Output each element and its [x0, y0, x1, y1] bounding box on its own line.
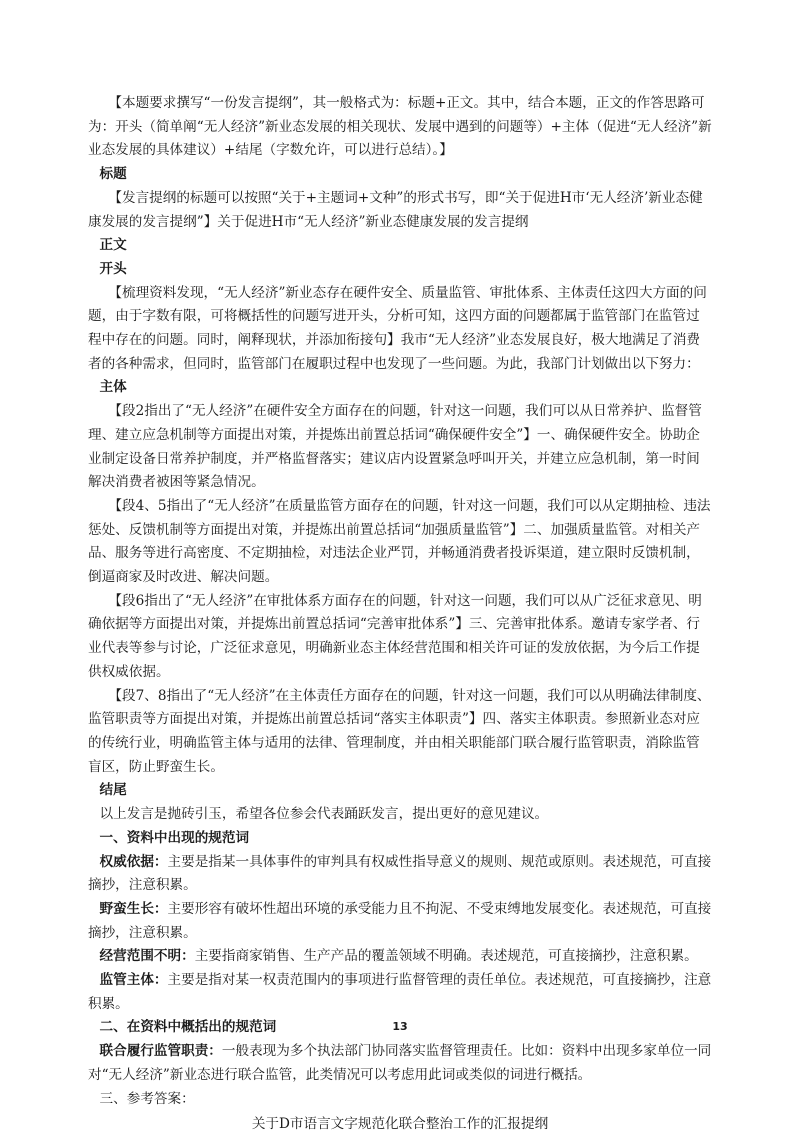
title-paragraph: 【发言提纲的标题可以按照“关于+主题词+文种”的形式书写，即“关于促进H市‘无人经济’新业态健康发展的发言提纲”】关于促进H市“无人经济”新业态健康发展的发言提纲 [88, 189, 703, 230]
term-label: 野蛮生长： [99, 900, 168, 917]
main-paragraph: 【段2指出了“无人经济”在硬件安全方面存在的问题，针对这一问题，我们可以从日常养护、监督管理、建立应急机制等方面提出对策，并提炼出前置总括词“确保硬件安全”】一、确保硬件安全。协助企业制定设备日常养护制度，并严格监督落实；建议店内设置紧急呼叫开关，并建立应急机制，第一时间解决消费者被困等紧急情况。 [88, 403, 702, 491]
closing-paragraph: 以上发言是抛砖引玉，希望各位参会代表踊跃发言，提出更好的意见建议。 [99, 806, 549, 823]
term-label: 权威依据： [99, 853, 168, 870]
term-label: 经营范围不明： [99, 948, 195, 965]
term-entry [88, 851, 712, 898]
term-entry [88, 969, 712, 1016]
section-two-heading: 二、在资料中概括出的规范词 [99, 1019, 277, 1036]
term-label: 监管主体： [99, 972, 168, 989]
main-paragraph: 【段4、5指出了“无人经济”在质量监管方面存在的问题，针对这一问题，我们可以从定期抽检、违法惩处、反馈机制等方面提出对策，并提炼出前置总括词“加强质量监管”】二、加强质量监管。对相关产品、服务等进行高密度、不定期抽检，对违法企业严罚，并畅通消费者投诉渠道，建立限时反馈机制，倒逼商家及时改进、解决问题。 [88, 497, 711, 586]
term-definition: 一般表现为多个执法部门协同落实监督管理责任。比如：资料中出现多家单位一同对“无人经济”新业态进行联合监管，此类情况可以考虑用此词或类似的词进行概括。 [88, 1043, 712, 1083]
document-page [88, 92, 712, 1137]
main-heading: 主体 [99, 379, 127, 396]
closing-heading: 结尾 [99, 782, 127, 799]
term-definition: 主要指商家销售、生产产品的覆盖领域不明确。表述规范，可直接摘抄，注意积累。 [194, 948, 698, 965]
main-paragraph: 【段6指出了“无人经济”在审批体系方面存在的问题，针对这一问题，我们可以从广泛征求意见、明确依据等方面提出对策，并提炼出前置总括词“完善审批体系”】三、完善审批体系。邀请专家学者、行业代表等参与讨论，广泛征求意见，明确新业态主体经营范围和相关许可证的发放依据，为今后工作提供权威依据。 [88, 592, 702, 680]
term-entry [88, 898, 712, 945]
section-three-heading: 三、参考答案： [99, 1090, 195, 1107]
term-definition: 主要形容有破坏性超出环境的承受能力且不拘泥、不受束缚地发展变化。表述规范，可直接摘抄，注意积累。 [88, 900, 712, 941]
reference-answer-title: 关于D市语言文字规范化联合整治工作的汇报提纲 [251, 1116, 549, 1133]
term-definition: 主要是指对某一权责范围内的事项进行监督管理的责任单位。表述规范，可直接摘抄，注意积累。 [88, 972, 712, 1012]
term-entry [88, 1040, 712, 1087]
title-heading: 标题 [99, 166, 127, 183]
main-paragraph: 【段7、8指出了“无人经济”在主体责任方面存在的问题，针对这一问题，我们可以从明确法律制度、监管职责等方面提出对策，并提炼出前置总括词“落实主体职责”】四、落实主体职责。参照新业态对应的传统行业，明确监管主体与适用的法律、管理制度，并由相关职能部门联合履行监管职责，消除监管盲区，防止野蛮生长。 [88, 687, 711, 775]
opening-heading: 开头 [99, 260, 127, 277]
section-one-heading: 一、资料中出现的规范词 [99, 829, 250, 846]
term-label: 联合履行监管职责： [99, 1043, 222, 1060]
term-entry [88, 945, 712, 969]
intro-paragraph: 【本题要求撰写“一份发言提纲”，其一般格式为：标题+正文。其中，结合本题，正文的作答思路可为：开头（简单阐“无人经济”新业态发展的相关现状、发展中遇到的问题等）+主体（促进“无人经济”新业态发展的具体建议）+结尾（字数允许，可以进行总结）。】 [88, 95, 712, 159]
body-heading: 正文 [99, 237, 127, 254]
term-definition: 主要是指某一具体事件的审判具有权威性指导意义的规则、规范或原则。表述规范，可直接摘抄，注意积累。 [88, 853, 712, 894]
opening-paragraph: 【梳理资料发现，“无人经济”新业态存在硬件安全、质量监管、审批体系、主体责任这四大方面的问题，由于字数有限，可将概括性的问题写进开头，分析可知，这四方面的问题都属于监管部门在监管过程中存在的问题。同时，阐释现状，并添加衔接句】我市“无人经济”业态发展良好，极大地满足了消费者的各种需求，但同时，监管部门在履职过程中也发现了一些问题。为此，我部门计划做出以下努力： [88, 284, 707, 372]
page-number: 13 [392, 1020, 408, 1033]
